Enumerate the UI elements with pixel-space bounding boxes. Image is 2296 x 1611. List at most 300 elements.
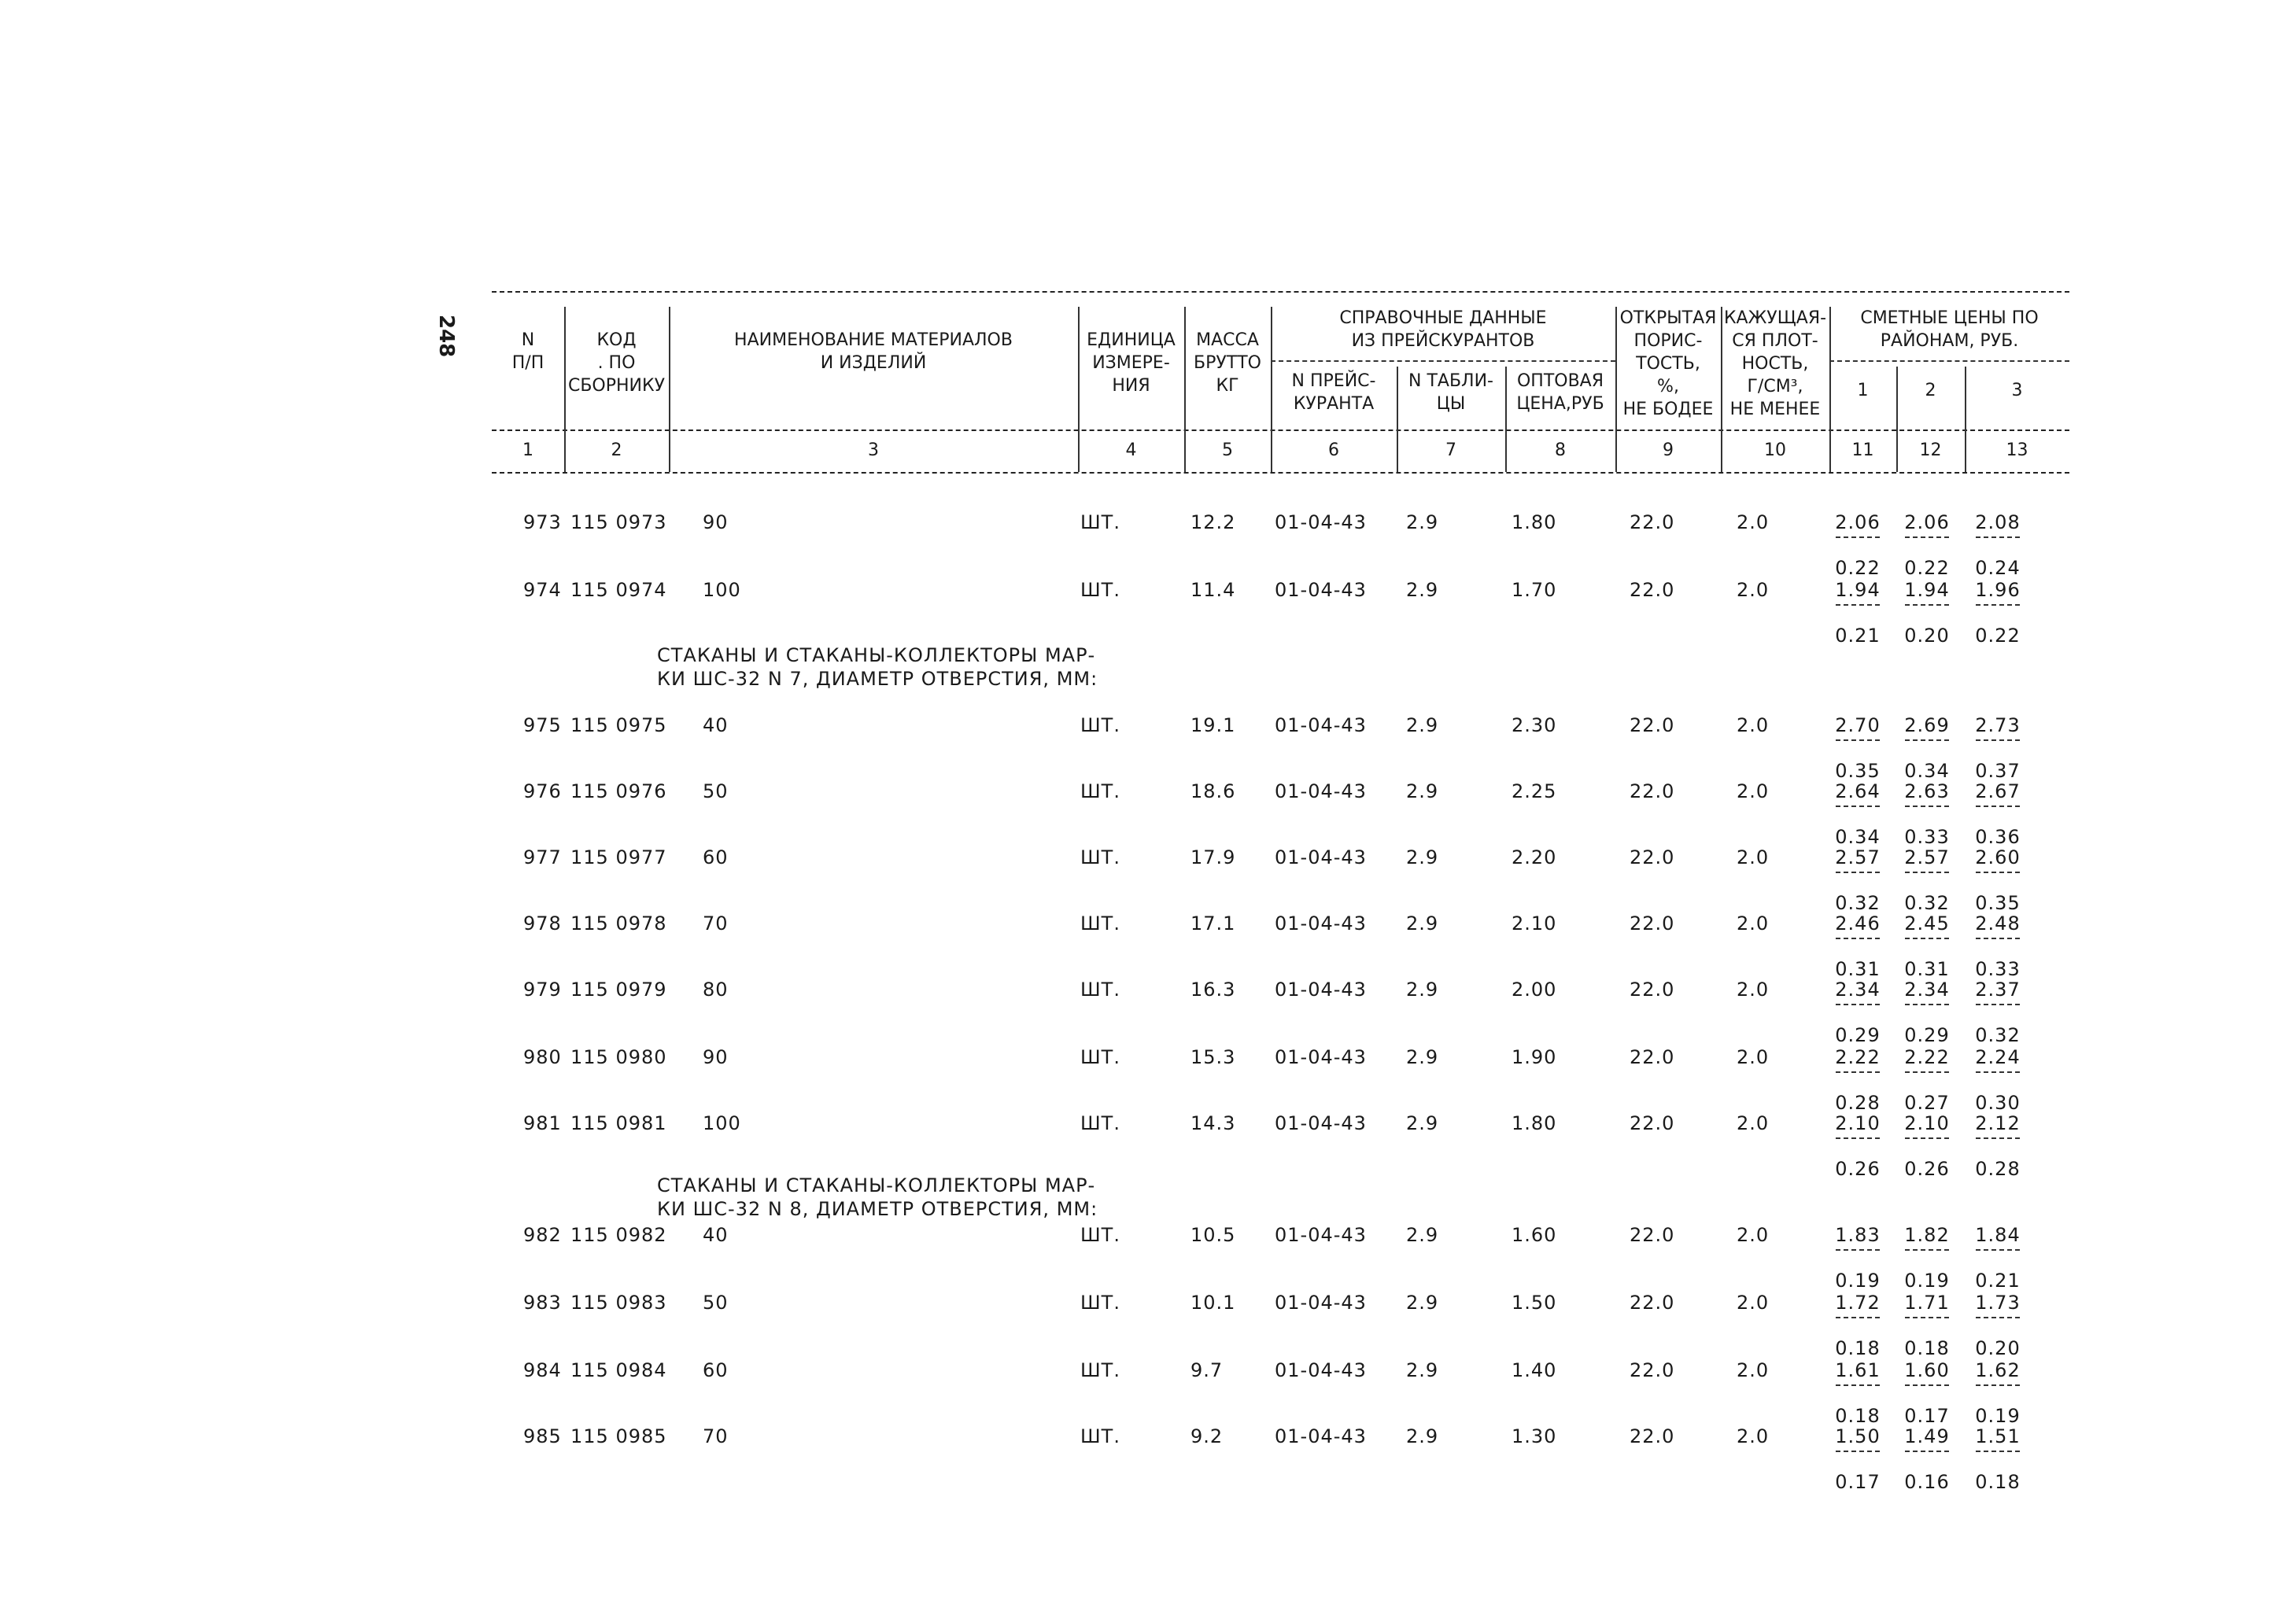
row-name: 90: [703, 1046, 729, 1068]
price-value: 2.57: [1835, 846, 1881, 868]
price-wage-component: 0.20: [1975, 1337, 2021, 1359]
row-porosity: 22.0: [1630, 714, 1675, 736]
section-heading: СТАКАНЫ И СТАКАНЫ-КОЛЛЕКТОРЫ МАР- КИ ШС-32 N 7, ДИАМЕТР ОТВЕРСТИЯ, ММ:: [657, 644, 1098, 690]
table-row: [492, 513, 2069, 584]
fraction-line: [1976, 1317, 2020, 1339]
row-number: 980: [523, 1046, 562, 1068]
row-name: 70: [703, 1425, 729, 1447]
fraction-line: [1976, 1137, 2020, 1159]
table-row: [492, 1427, 2069, 1498]
column-number: 11: [1851, 441, 1874, 460]
table-row: [492, 1226, 2069, 1296]
row-pricelist: 01-04-43: [1275, 1112, 1367, 1134]
header-col-wholesale: ОПТОВАЯ ЦЕНА,РУБ: [1516, 371, 1604, 414]
fraction-line: [1976, 938, 2020, 960]
row-density: 2.0: [1737, 846, 1770, 868]
regional-price-1: [1829, 1048, 1886, 1112]
row-number: 979: [523, 979, 562, 1001]
row-number: 977: [523, 846, 562, 868]
price-wage-component: 0.26: [1904, 1158, 1950, 1180]
fraction-line: [1905, 536, 1949, 559]
fraction-line: [1976, 1451, 2020, 1473]
fraction-line: [1836, 1384, 1880, 1406]
regional-price-1: [1829, 848, 1886, 912]
row-density: 2.0: [1737, 1425, 1770, 1447]
price-wage-component: 0.32: [1904, 892, 1950, 914]
row-porosity: 22.0: [1630, 846, 1675, 868]
table-row: [492, 1361, 2069, 1432]
column-number-rule: [492, 472, 2069, 474]
row-mass: 16.3: [1190, 979, 1236, 1001]
price-wage-component: 0.17: [1835, 1471, 1881, 1493]
row-code: 115 0985: [570, 1425, 667, 1447]
header-col-mass: МАССА БРУТТО КГ: [1194, 330, 1261, 396]
row-pricelist: 01-04-43: [1275, 780, 1367, 802]
row-porosity: 22.0: [1630, 1359, 1675, 1381]
row-number: 985: [523, 1425, 562, 1447]
row-porosity: 22.0: [1630, 1224, 1675, 1246]
price-value: 2.70: [1835, 714, 1881, 736]
regional-price-1: [1829, 716, 1886, 780]
header-group-reference: СПРАВОЧНЫЕ ДАННЫЕ ИЗ ПРЕЙСКУРАНТОВ: [1339, 308, 1547, 351]
row-wholesale-price: 1.90: [1512, 1046, 1557, 1068]
price-wage-component: 0.22: [1904, 557, 1950, 579]
fraction-line: [1905, 1317, 1949, 1339]
row-number: 974: [523, 579, 562, 601]
regional-price-1: [1829, 914, 1886, 979]
column-number: 10: [1764, 441, 1786, 460]
regional-price-3: [1969, 581, 2026, 645]
row-mass: 18.6: [1190, 780, 1236, 802]
row-mass: 12.2: [1190, 511, 1236, 533]
row-unit: ШТ.: [1080, 1359, 1120, 1381]
regional-price-2: [1899, 914, 1955, 979]
price-value: 2.22: [1835, 1046, 1881, 1068]
row-code: 115 0981: [570, 1112, 667, 1134]
header-col-table: N ТАБЛИ- ЦЫ: [1408, 371, 1493, 414]
regional-price-2: [1899, 513, 1955, 577]
row-table-number: 2.9: [1406, 1425, 1439, 1447]
row-code: 115 0973: [570, 511, 667, 533]
row-table-number: 2.9: [1406, 979, 1439, 1001]
row-porosity: 22.0: [1630, 912, 1675, 935]
row-mass: 10.5: [1190, 1224, 1236, 1246]
column-number: 9: [1663, 441, 1674, 460]
row-pricelist: 01-04-43: [1275, 979, 1367, 1001]
row-porosity: 22.0: [1630, 511, 1675, 533]
regional-price-1: [1829, 782, 1886, 846]
price-value: 2.45: [1904, 912, 1950, 935]
price-wage-component: 0.18: [1835, 1405, 1881, 1427]
fraction-line: [1905, 872, 1949, 894]
row-name: 60: [703, 1359, 729, 1381]
price-wage-component: 0.34: [1835, 826, 1881, 848]
row-unit: ШТ.: [1080, 1224, 1120, 1246]
regional-price-3: [1969, 1427, 2026, 1491]
header-group-prices: СМЕТНЫЕ ЦЕНЫ ПО РАЙОНАМ, РУБ.: [1860, 308, 2039, 351]
row-unit: ШТ.: [1080, 1425, 1120, 1447]
regional-price-1: [1829, 513, 1886, 577]
price-value: 2.48: [1975, 912, 2021, 935]
regional-price-3: [1969, 1114, 2026, 1178]
row-unit: ШТ.: [1080, 780, 1120, 802]
price-value: 2.60: [1975, 846, 2021, 868]
row-code: 115 0979: [570, 979, 667, 1001]
row-number: 976: [523, 780, 562, 802]
fraction-line: [1836, 1071, 1880, 1093]
row-pricelist: 01-04-43: [1275, 1046, 1367, 1068]
row-code: 115 0978: [570, 912, 667, 935]
price-value: 1.49: [1904, 1425, 1950, 1447]
row-name: 50: [703, 780, 729, 802]
row-wholesale-price: 1.40: [1512, 1359, 1557, 1381]
row-name: 50: [703, 1292, 729, 1314]
row-name: 60: [703, 846, 729, 868]
header-col-unit: ЕДИНИЦА ИЗМЕРЕ- НИЯ: [1087, 330, 1176, 396]
price-wage-component: 0.33: [1904, 826, 1950, 848]
table-row: [492, 914, 2069, 985]
row-unit: ШТ.: [1080, 979, 1120, 1001]
table-row: [492, 980, 2069, 1051]
page-number: 248: [434, 315, 458, 358]
fraction-line: [1976, 604, 2020, 626]
fraction-line: [1836, 536, 1880, 559]
row-name: 90: [703, 511, 729, 533]
row-density: 2.0: [1737, 1359, 1770, 1381]
fraction-line: [1976, 1384, 2020, 1406]
regional-price-2: [1899, 980, 1955, 1045]
table-row: [492, 1048, 2069, 1119]
header-col-region-2: 2: [1925, 381, 1936, 400]
price-value: 2.34: [1904, 979, 1950, 1001]
section-heading: СТАКАНЫ И СТАКАНЫ-КОЛЛЕКТОРЫ МАР- КИ ШС-32 N 8, ДИАМЕТР ОТВЕРСТИЯ, ММ:: [657, 1174, 1098, 1220]
price-wage-component: 0.26: [1835, 1158, 1881, 1180]
price-wage-component: 0.18: [1904, 1337, 1950, 1359]
header-col-density: КАЖУЩАЯ- СЯ ПЛОТ- НОСТЬ, Г/СМ³, НЕ МЕНЕЕ: [1723, 308, 1827, 419]
row-mass: 11.4: [1190, 579, 1236, 601]
row-density: 2.0: [1737, 979, 1770, 1001]
price-value: 1.51: [1975, 1425, 2021, 1447]
row-unit: ШТ.: [1080, 846, 1120, 868]
row-number: 983: [523, 1292, 562, 1314]
row-unit: ШТ.: [1080, 714, 1120, 736]
regional-price-2: [1899, 1427, 1955, 1491]
fraction-line: [1976, 806, 2020, 828]
row-table-number: 2.9: [1406, 1224, 1439, 1246]
price-value: 2.57: [1904, 846, 1950, 868]
price-wage-component: 0.17: [1904, 1405, 1950, 1427]
price-wage-component: 0.32: [1975, 1024, 2021, 1046]
regional-price-2: [1899, 581, 1955, 645]
group-separator: [1829, 360, 2069, 362]
price-value: 1.60: [1904, 1359, 1950, 1381]
regional-price-2: [1899, 1226, 1955, 1290]
row-number: 978: [523, 912, 562, 935]
row-wholesale-price: 1.30: [1512, 1425, 1557, 1447]
regional-price-3: [1969, 980, 2026, 1045]
row-porosity: 22.0: [1630, 979, 1675, 1001]
price-wage-component: 0.35: [1975, 892, 2021, 914]
group-separator: [1271, 360, 1615, 362]
fraction-line: [1905, 1004, 1949, 1026]
price-wage-component: 0.22: [1975, 625, 2021, 647]
fraction-line: [1976, 536, 2020, 559]
row-pricelist: 01-04-43: [1275, 846, 1367, 868]
row-density: 2.0: [1737, 1046, 1770, 1068]
fraction-line: [1976, 1004, 2020, 1026]
price-wage-component: 0.34: [1904, 760, 1950, 782]
table-row: [492, 716, 2069, 787]
price-value: 1.84: [1975, 1224, 2021, 1246]
header-col-porosity: ОТКРЫТАЯ ПОРИС- ТОСТЬ, %, НЕ БОДЕЕ: [1619, 308, 1717, 419]
price-value: 2.12: [1975, 1112, 2021, 1134]
fraction-line: [1905, 604, 1949, 626]
row-code: 115 0982: [570, 1224, 667, 1246]
regional-price-3: [1969, 1293, 2026, 1358]
regional-price-2: [1899, 848, 1955, 912]
row-wholesale-price: 1.60: [1512, 1224, 1557, 1246]
price-wage-component: 0.31: [1835, 958, 1881, 980]
fraction-line: [1836, 806, 1880, 828]
price-wage-component: 0.30: [1975, 1092, 2021, 1114]
row-table-number: 2.9: [1406, 1359, 1439, 1381]
price-wage-component: 0.29: [1904, 1024, 1950, 1046]
row-unit: ШТ.: [1080, 1292, 1120, 1314]
price-value: 1.82: [1904, 1224, 1950, 1246]
price-value: 2.10: [1904, 1112, 1950, 1134]
row-porosity: 22.0: [1630, 1425, 1675, 1447]
row-unit: ШТ.: [1080, 912, 1120, 935]
row-wholesale-price: 2.20: [1512, 846, 1557, 868]
row-table-number: 2.9: [1406, 579, 1439, 601]
row-name: 100: [703, 1112, 741, 1134]
fraction-line: [1905, 1384, 1949, 1406]
table-row: [492, 782, 2069, 853]
price-value: 2.06: [1835, 511, 1881, 533]
fraction-line: [1836, 1004, 1880, 1026]
regional-price-3: [1969, 782, 2026, 846]
price-wage-component: 0.37: [1975, 760, 2021, 782]
price-value: 2.64: [1835, 780, 1881, 802]
row-number: 981: [523, 1112, 562, 1134]
price-value: 1.72: [1835, 1292, 1881, 1314]
regional-price-1: [1829, 1226, 1886, 1290]
price-value: 1.71: [1904, 1292, 1950, 1314]
row-name: 40: [703, 714, 729, 736]
row-table-number: 2.9: [1406, 1112, 1439, 1134]
row-number: 982: [523, 1224, 562, 1246]
row-mass: 10.1: [1190, 1292, 1236, 1314]
price-value: 1.83: [1835, 1224, 1881, 1246]
column-number: 3: [868, 441, 879, 460]
row-pricelist: 01-04-43: [1275, 1425, 1367, 1447]
price-value: 1.96: [1975, 579, 2021, 601]
table-row: [492, 1293, 2069, 1364]
regional-price-1: [1829, 1361, 1886, 1425]
header-col-code: КОД . ПО СБОРНИКУ: [567, 330, 666, 396]
row-table-number: 2.9: [1406, 511, 1439, 533]
row-code: 115 0974: [570, 579, 667, 601]
row-mass: 17.9: [1190, 846, 1236, 868]
regional-price-1: [1829, 1293, 1886, 1358]
fraction-line: [1836, 1317, 1880, 1339]
row-density: 2.0: [1737, 780, 1770, 802]
price-wage-component: 0.35: [1835, 760, 1881, 782]
price-wage-component: 0.19: [1975, 1405, 2021, 1427]
row-unit: ШТ.: [1080, 511, 1120, 533]
price-value: 1.94: [1835, 579, 1881, 601]
price-wage-component: 0.36: [1975, 826, 2021, 848]
row-wholesale-price: 2.30: [1512, 714, 1557, 736]
price-value: 1.94: [1904, 579, 1950, 601]
fraction-line: [1976, 739, 2020, 761]
row-code: 115 0977: [570, 846, 667, 868]
regional-price-1: [1829, 1427, 1886, 1491]
price-value: 2.22: [1904, 1046, 1950, 1068]
row-name: 70: [703, 912, 729, 935]
row-code: 115 0980: [570, 1046, 667, 1068]
price-value: 2.63: [1904, 780, 1950, 802]
row-unit: ШТ.: [1080, 579, 1120, 601]
row-pricelist: 01-04-43: [1275, 1359, 1367, 1381]
regional-price-3: [1969, 716, 2026, 780]
price-wage-component: 0.31: [1904, 958, 1950, 980]
price-wage-component: 0.22: [1835, 557, 1881, 579]
table-top-rule: [492, 291, 2069, 293]
row-number: 973: [523, 511, 562, 533]
price-value: 2.37: [1975, 979, 2021, 1001]
header-col-name: НАИМЕНОВАНИЕ МАТЕРИАЛОВ И ИЗДЕЛИЙ: [734, 330, 1013, 373]
price-wage-component: 0.21: [1835, 625, 1881, 647]
row-wholesale-price: 2.10: [1512, 912, 1557, 935]
row-wholesale-price: 1.50: [1512, 1292, 1557, 1314]
regional-price-1: [1829, 581, 1886, 645]
row-density: 2.0: [1737, 511, 1770, 533]
price-value: 2.34: [1835, 979, 1881, 1001]
row-wholesale-price: 1.80: [1512, 511, 1557, 533]
fraction-line: [1836, 1249, 1880, 1271]
row-wholesale-price: 1.80: [1512, 1112, 1557, 1134]
row-code: 115 0984: [570, 1359, 667, 1381]
row-porosity: 22.0: [1630, 780, 1675, 802]
fraction-line: [1976, 1249, 2020, 1271]
price-wage-component: 0.29: [1835, 1024, 1881, 1046]
header-col-region-3: 3: [2011, 381, 2023, 400]
row-code: 115 0983: [570, 1292, 667, 1314]
price-wage-component: 0.18: [1975, 1471, 2021, 1493]
row-unit: ШТ.: [1080, 1112, 1120, 1134]
price-wage-component: 0.20: [1904, 625, 1950, 647]
price-wage-component: 0.24: [1975, 557, 2021, 579]
regional-price-3: [1969, 1226, 2026, 1290]
regional-price-3: [1969, 914, 2026, 979]
fraction-line: [1905, 739, 1949, 761]
price-wage-component: 0.21: [1975, 1270, 2021, 1292]
row-mass: 14.3: [1190, 1112, 1236, 1134]
fraction-line: [1905, 1249, 1949, 1271]
regional-price-2: [1899, 716, 1955, 780]
fraction-line: [1905, 806, 1949, 828]
price-value: 1.50: [1835, 1425, 1881, 1447]
column-number: 4: [1125, 441, 1137, 460]
header-col-pricelist: N ПРЕЙС- КУРАНТА: [1291, 371, 1376, 414]
row-porosity: 22.0: [1630, 1046, 1675, 1068]
column-number: 1: [522, 441, 533, 460]
row-table-number: 2.9: [1406, 912, 1439, 935]
table-row: [492, 1114, 2069, 1185]
row-wholesale-price: 2.00: [1512, 979, 1557, 1001]
row-name: 100: [703, 579, 741, 601]
column-number: 12: [1919, 441, 1942, 460]
regional-price-2: [1899, 1293, 1955, 1358]
fraction-line: [1836, 1451, 1880, 1473]
fraction-line: [1905, 1451, 1949, 1473]
regional-price-2: [1899, 1114, 1955, 1178]
table-row: [492, 581, 2069, 651]
fraction-line: [1905, 1137, 1949, 1159]
price-value: 1.62: [1975, 1359, 2021, 1381]
row-pricelist: 01-04-43: [1275, 1292, 1367, 1314]
fraction-line: [1976, 1071, 2020, 1093]
regional-price-2: [1899, 782, 1955, 846]
column-number: 7: [1445, 441, 1456, 460]
regional-price-3: [1969, 848, 2026, 912]
regional-price-3: [1969, 1048, 2026, 1112]
row-table-number: 2.9: [1406, 1046, 1439, 1068]
row-table-number: 2.9: [1406, 780, 1439, 802]
row-pricelist: 01-04-43: [1275, 714, 1367, 736]
row-table-number: 2.9: [1406, 1292, 1439, 1314]
fraction-line: [1836, 938, 1880, 960]
row-mass: 19.1: [1190, 714, 1236, 736]
row-density: 2.0: [1737, 912, 1770, 935]
column-number: 13: [2006, 441, 2028, 460]
fraction-line: [1836, 739, 1880, 761]
column-number: 6: [1328, 441, 1339, 460]
table-row: [492, 848, 2069, 919]
fraction-line: [1905, 938, 1949, 960]
price-value: 2.46: [1835, 912, 1881, 935]
regional-price-1: [1829, 1114, 1886, 1178]
row-density: 2.0: [1737, 1224, 1770, 1246]
row-wholesale-price: 1.70: [1512, 579, 1557, 601]
header-bottom-rule: [492, 429, 2069, 431]
price-wage-component: 0.16: [1904, 1471, 1950, 1493]
row-code: 115 0976: [570, 780, 667, 802]
row-pricelist: 01-04-43: [1275, 1224, 1367, 1246]
row-code: 115 0975: [570, 714, 667, 736]
row-mass: 9.2: [1190, 1425, 1224, 1447]
fraction-line: [1905, 1071, 1949, 1093]
regional-price-3: [1969, 1361, 2026, 1425]
price-value: 2.73: [1975, 714, 2021, 736]
price-wage-component: 0.28: [1975, 1158, 2021, 1180]
row-density: 2.0: [1737, 714, 1770, 736]
fraction-line: [1836, 604, 1880, 626]
row-pricelist: 01-04-43: [1275, 579, 1367, 601]
regional-price-2: [1899, 1361, 1955, 1425]
row-number: 975: [523, 714, 562, 736]
price-value: 2.69: [1904, 714, 1950, 736]
row-mass: 9.7: [1190, 1359, 1224, 1381]
row-porosity: 22.0: [1630, 1292, 1675, 1314]
price-value: 2.10: [1835, 1112, 1881, 1134]
row-density: 2.0: [1737, 1292, 1770, 1314]
row-name: 40: [703, 1224, 729, 1246]
column-number: 5: [1222, 441, 1233, 460]
regional-price-3: [1969, 513, 2026, 577]
price-value: 2.06: [1904, 511, 1950, 533]
